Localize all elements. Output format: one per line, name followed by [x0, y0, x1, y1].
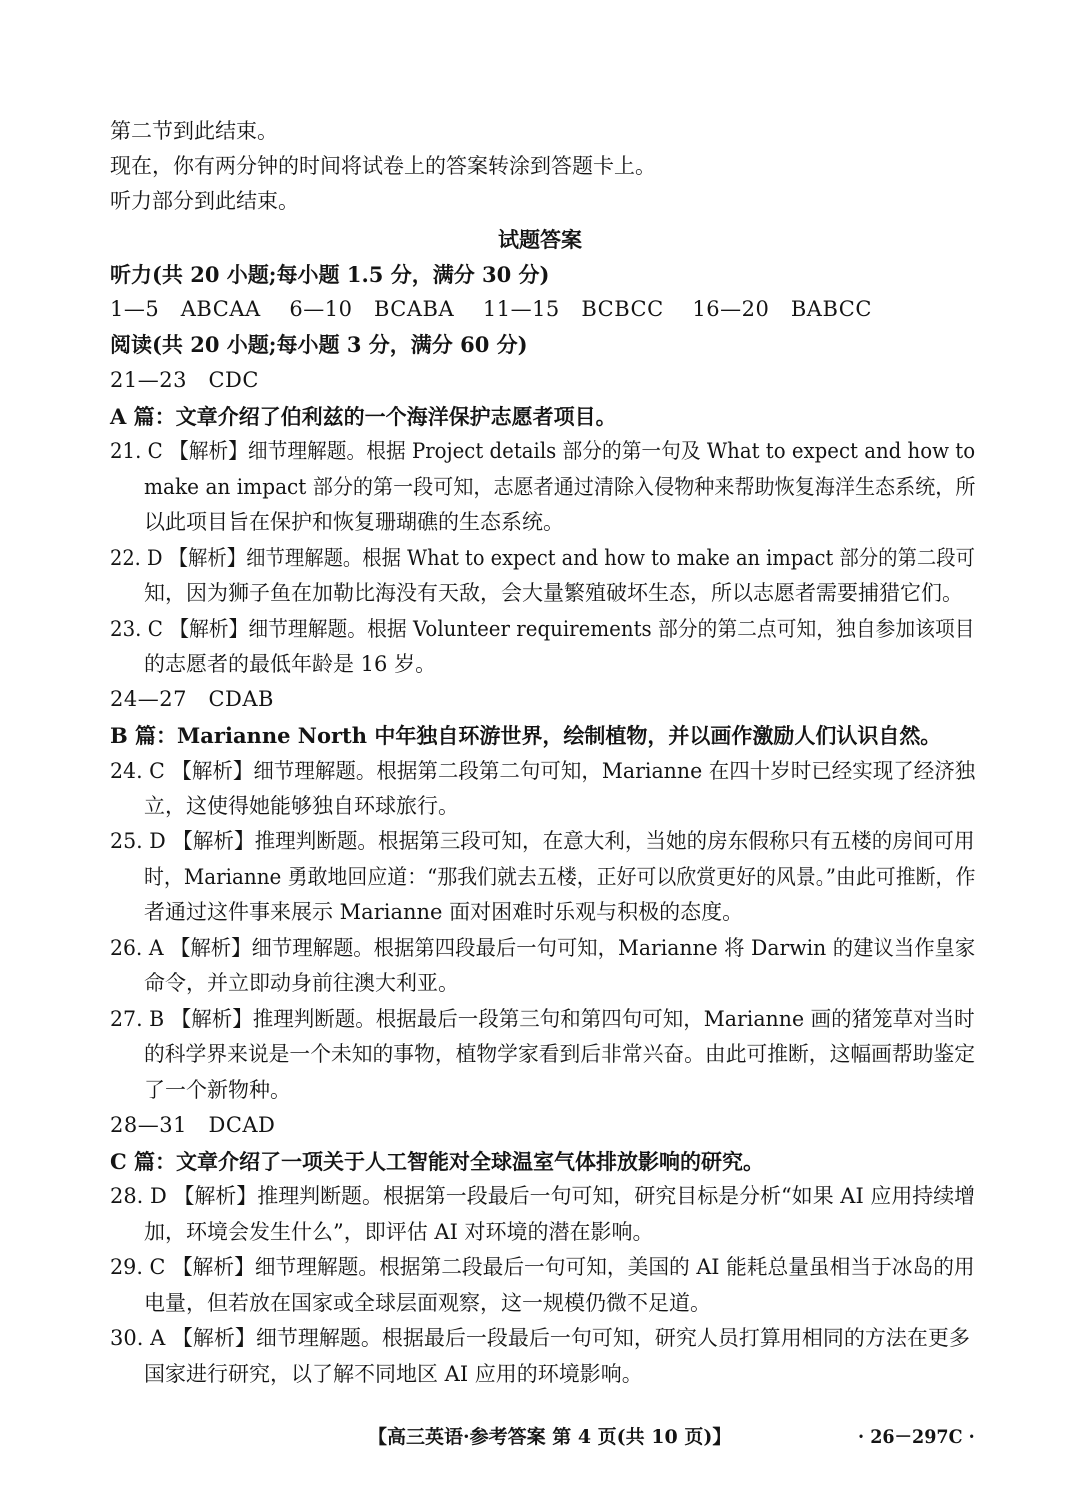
question-21-explanation: 以此项目旨在保护和恢复珊瑚礁的生态系统。 — [144, 510, 564, 534]
key-range: 21—23 — [110, 368, 187, 392]
text-line: 第二节到此结束。 — [110, 119, 278, 143]
listening-answer-keys — [110, 299, 872, 320]
question-21-explanation: 21. C 【解析】细节理解题。根据 Project details 部分的第一句及 What to expect and how to — [110, 439, 976, 463]
question-28-explanation: 加，环境会发生什么”，即评估 AI 对环境的潜在影响。 — [144, 1220, 654, 1244]
question-27-explanation: 27. B 【解析】推理判断题。根据最后一段第三句和第四句可知，Marianne 画的猪笼草对当时 — [110, 1007, 975, 1031]
question-24-explanation: 24. C 【解析】细节理解题。根据第二段第二句可知，Marianne 在四十岁时已经实现了经济独 — [110, 759, 976, 783]
listening-section-title: 听力(共 20 小题;每小题 1.5 分，满分 30 分) — [110, 262, 550, 287]
key-answers: BABCC — [790, 297, 872, 321]
footer-paper-code: · 26－297C · — [858, 1426, 975, 1448]
key-range: 1—5 — [110, 297, 160, 321]
question-23-explanation: 23. C 【解析】细节理解题。根据 Volunteer requirements 部分的第二点可知，独自参加该项目 — [110, 617, 975, 641]
question-23-explanation: 的志愿者的最低年龄是 16 岁。 — [144, 652, 437, 676]
text-line: 现在，你有两分钟的时间将试卷上的答案转涂到答题卡上。 — [110, 154, 656, 178]
reading-answer-key — [110, 689, 274, 710]
question-21-explanation: make an impact 部分的第一段可知，志愿者通过清除入侵物种来帮助恢复海洋生态系统，所 — [144, 475, 976, 499]
passage-a-summary: A 篇：文章介绍了伯利兹的一个海洋保护志愿者项目。 — [110, 404, 617, 429]
key-range: 11—15 — [482, 297, 560, 321]
question-24-explanation: 立，这使得她能够独自环球旅行。 — [144, 794, 459, 818]
passage-b-summary: B 篇：Marianne North 中年独自环游世界，绘制植物，并以画作激励人们认识自然。 — [110, 723, 942, 748]
text-line: 听力部分到此结束。 — [110, 189, 299, 213]
footer-page-info: 【高三英语·参考答案 第 4 页(共 10 页)】 — [368, 1426, 732, 1448]
question-27-explanation: 了一个新物种。 — [144, 1078, 291, 1102]
key-range: 24—27 — [110, 687, 187, 711]
question-22-explanation: 知，因为狮子鱼在加勒比海没有天敌，会大量繁殖破坏生态，所以志愿者需要捕猎它们。 — [144, 581, 963, 605]
key-answers: DCAD — [208, 1113, 276, 1137]
question-30-explanation: 国家进行研究，以了解不同地区 AI 应用的环境影响。 — [144, 1362, 643, 1386]
key-answers: BCBCC — [581, 297, 664, 321]
passage-c-summary: C 篇：文章介绍了一项关于人工智能对全球温室气体排放影响的研究。 — [110, 1149, 765, 1174]
key-range: 16—20 — [692, 297, 770, 321]
key-answers: ABCAA — [180, 297, 261, 321]
question-29-explanation: 电量，但若放在国家或全球层面观察，这一规模仍微不足道。 — [144, 1291, 711, 1315]
key-range: 6—10 — [289, 297, 353, 321]
key-answers: CDAB — [208, 687, 274, 711]
key-answers: CDC — [208, 368, 259, 392]
question-26-explanation: 26. A 【解析】细节理解题。根据第四段最后一句可知，Marianne 将 Darwin 的建议当作皇家 — [110, 936, 976, 960]
question-30-explanation: 30. A 【解析】细节理解题。根据最后一段最后一句可知，研究人员打算用相同的方法在更多 — [110, 1326, 970, 1350]
question-25-explanation: 者通过这件事来展示 Marianne 面对困难时乐观与积极的态度。 — [144, 900, 744, 924]
question-27-explanation: 的科学界来说是一个未知的事物，植物学家看到后非常兴奋。由此可推断，这幅画帮助鉴定 — [144, 1042, 976, 1066]
key-answers: BCABA — [373, 297, 455, 321]
key-range: 28—31 — [110, 1113, 187, 1137]
question-22-explanation: 22. D 【解析】细节理解题。根据 What to expect and how to make an impact 部分的第二段可 — [110, 546, 975, 570]
question-29-explanation: 29. C 【解析】细节理解题。根据第二段最后一句可知，美国的 AI 能耗总量虽相当于冰岛的用 — [110, 1255, 975, 1279]
question-28-explanation: 28. D 【解析】推理判断题。根据第一段最后一句可知，研究目标是分析“如果 AI 应用持续增 — [110, 1184, 976, 1208]
answers-heading: 试题答案 — [498, 227, 582, 252]
question-25-explanation: 时，Marianne 勇敢地回应道：“那我们就去五楼，正好可以欣赏更好的风景。”由此可推断，作 — [144, 865, 976, 889]
question-26-explanation: 命令，并立即动身前往澳大利亚。 — [144, 971, 459, 995]
reading-answer-key — [110, 1115, 275, 1136]
question-25-explanation: 25. D 【解析】推理判断题。根据第三段可知，在意大利，当她的房东假称只有五楼的房间可用 — [110, 829, 975, 853]
reading-section-title: 阅读(共 20 小题;每小题 3 分，满分 60 分) — [110, 332, 528, 357]
reading-answer-key — [110, 370, 259, 391]
